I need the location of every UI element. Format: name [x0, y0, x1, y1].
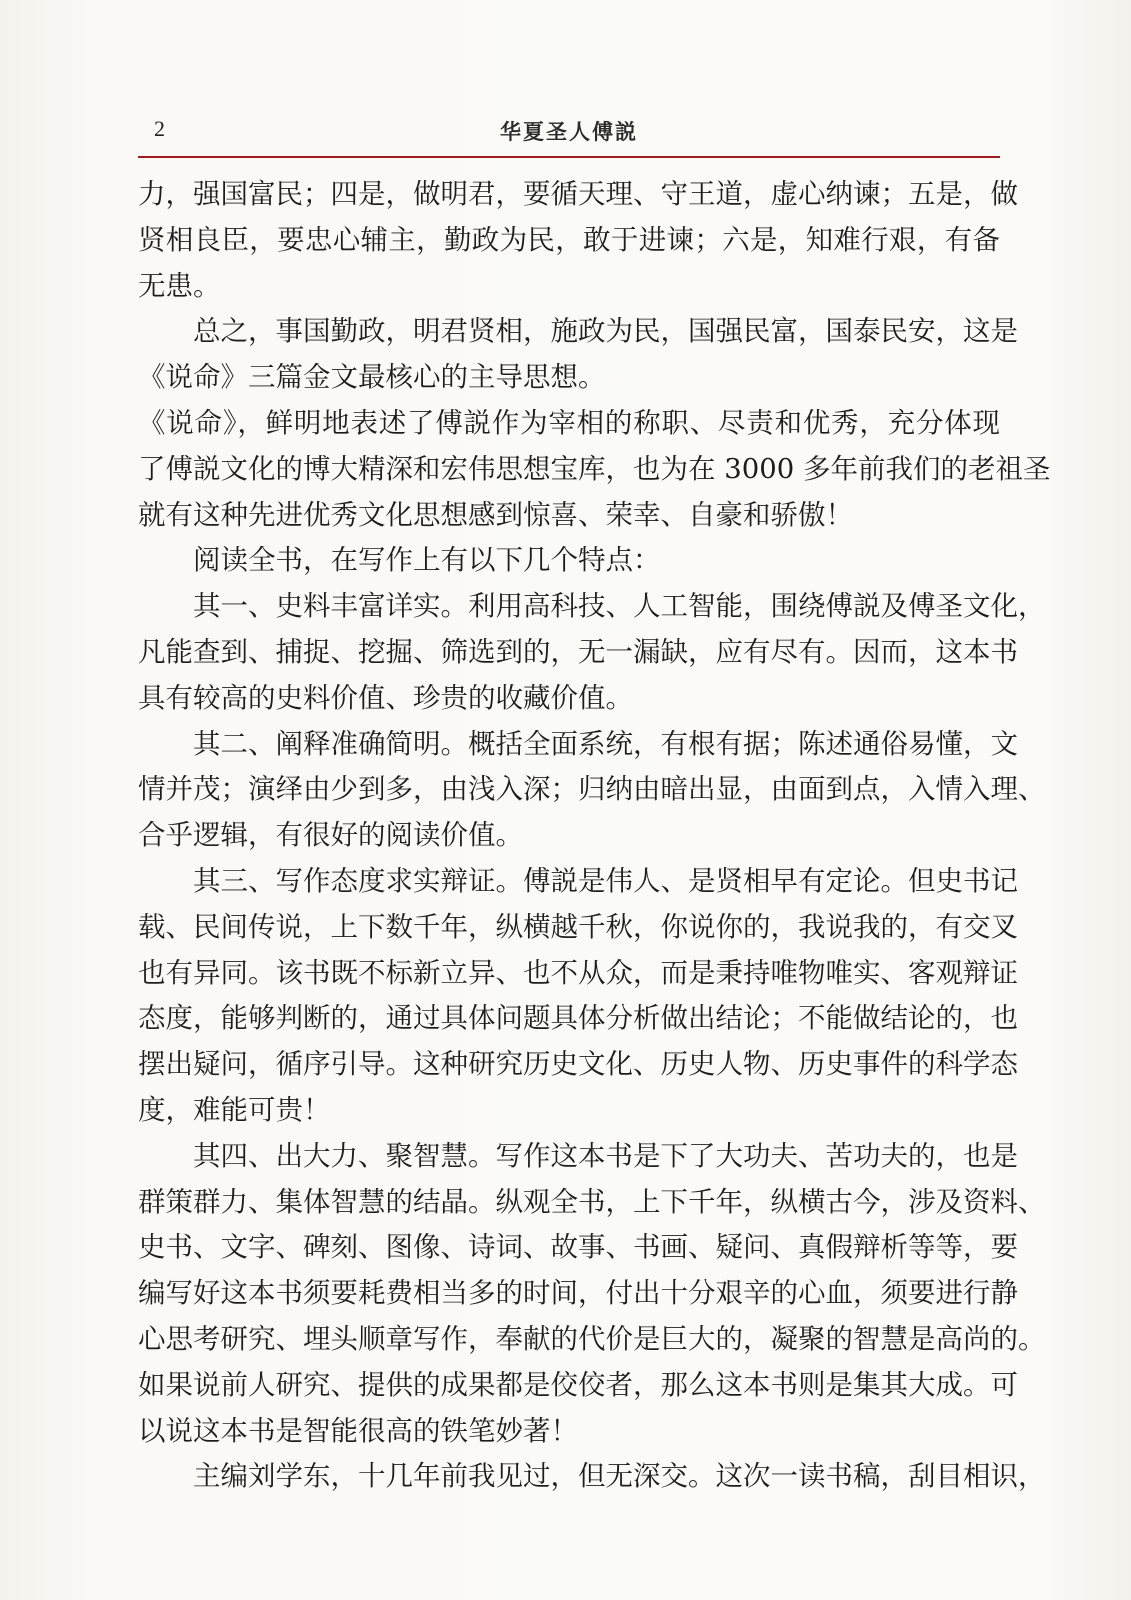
text-line: 编写好这本书须要耗费相当多的时间，付出十分艰辛的心血，须要进行静 [138, 1277, 1018, 1310]
text-line: 凡能查到、捕捉、挖掘、筛选到的，无一漏缺，应有尽有。因而，这本书 [138, 635, 1018, 668]
text-line: 合乎逻辑，有很好的阅读价值。 [138, 819, 523, 852]
text-line: 摆出疑问，循序引导。这种研究历史文化、历史人物、历史事件的科学态 [138, 1048, 1018, 1081]
text-line: 了傅説文化的博大精深和宏伟思想宝库，也为在 3000 多年前我们的老祖圣 [138, 452, 1051, 485]
body-text [138, 172, 1051, 1500]
text-line: 其二、阐释准确简明。概括全面系统，有根有据；陈述通俗易懂，文 [193, 727, 1018, 760]
text-line: 史书、文字、碑刻、图像、诗词、故事、书画、疑问、真假辩析等等，要 [138, 1231, 1018, 1264]
running-title: 华夏圣人傅説 [500, 120, 638, 144]
text-line: 如果说前人研究、提供的成果都是佼佼者，那么这本书则是集其大成。可 [138, 1368, 1018, 1401]
text-line: 具有较高的史料价值、珍贵的收藏价值。 [138, 681, 633, 714]
text-line: 阅读全书，在写作上有以下几个特点： [193, 544, 661, 577]
text-line: 贤相良臣，要忠心辅主，勤政为民，敢于进谏；六是，知难行艰，有备 [138, 223, 1000, 256]
page-header [138, 112, 1000, 156]
header-rule [138, 156, 1000, 158]
text-line: 其三、写作态度求实辩证。傅説是伟人、是贤相早有定论。但史书记 [193, 864, 1018, 897]
text-line: 力，强国富民；四是，做明君，要循天理、守王道，虚心纳谏；五是，做 [138, 178, 1018, 210]
text-line: 也有异同。该书既不标新立异、也不从众，而是秉持唯物唯实、客观辩证 [138, 956, 1018, 989]
text-line: 心思考研究、埋头顺章写作，奉献的代价是巨大的，凝聚的智慧是高尚的。 [138, 1322, 1046, 1355]
text-line: 主编刘学东，十几年前我见过，但无深交。这次一读书稿，刮目相识， [193, 1460, 1046, 1493]
text-line: 总之，事国勤政，明君贤相，施政为民，国强民富，国泰民安，这是 [193, 315, 1018, 348]
text-line: 情并茂；演绎由少到多，由浅入深；归纳由暗出显，由面到点，入情入理、 [138, 773, 1046, 806]
text-line: 其四、出大力、聚智慧。写作这本书是下了大功夫、苦功夫的，也是 [193, 1139, 1018, 1172]
text-line: 其一、史料丰富详实。利用高科技、人工智能，围绕傅説及傅圣文化， [193, 590, 1046, 623]
text-line: 《说命》三篇金文最核心的主导思想。 [138, 361, 606, 394]
text-line: 态度，能够判断的，通过具体问题具体分析做出结论；不能做结论的，也 [138, 1002, 1018, 1035]
text-line: 度，难能可贵！ [138, 1093, 331, 1126]
text-line: 无患。 [138, 269, 221, 302]
page-number: 2 [154, 116, 165, 141]
text-line: 群策群力、集体智慧的结晶。纵观全书，上下千年，纵横古今，涉及资料、 [138, 1185, 1046, 1218]
text-line: 就有这种先进优秀文化思想感到惊喜、荣幸、自豪和骄傲！ [138, 498, 853, 531]
text-line: 以说这本书是智能很高的铁笔妙著！ [138, 1414, 578, 1447]
text-line: 《说命》，鲜明地表述了傅説作为宰相的称职、尽责和优秀，充分体现 [138, 406, 1000, 439]
text-line: 载、民间传说，上下数千年，纵横越千秋，你说你的，我说我的，有交叉 [138, 910, 1018, 943]
